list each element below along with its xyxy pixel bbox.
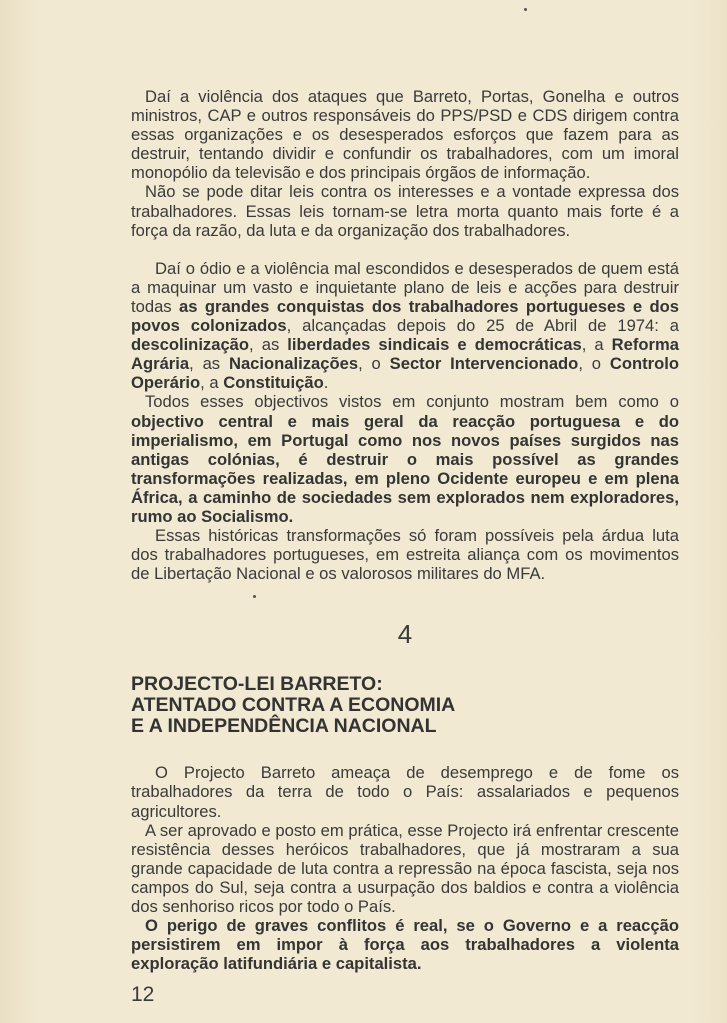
bold-run: e mais geral: [272, 411, 419, 431]
text-run: , a: [581, 335, 612, 355]
bold-run: Nacionalizações: [228, 354, 359, 374]
text-run: , o: [578, 354, 610, 374]
paragraph-resistance: A ser aprovado e posto em prática, esse Projecto irá enfrentar crescente resistência desses heróicos trabalhadores, que já mostraram a sua grande capacidade de luta contra a repressão na época fascista, seja nos campos do Sul, seja contra a usurpação dos baldios e contra a violência dos senhoriso ricos por todo o País.: [131, 820, 679, 916]
bold-run: as grandes conquistas dos trabalhadores portugueses e dos povos colonizados: [131, 296, 679, 336]
page-number: 12: [131, 983, 155, 1007]
text-run: , alcançadas depois do 25 de Abril de 1974: a: [286, 316, 679, 336]
text-run: Todos esses objectivos vistos em conjunto mostram bem como o: [145, 392, 679, 412]
bold-run: objectivo central: [131, 411, 273, 431]
page-body: [131, 87, 679, 1007]
text-run: , as: [189, 354, 229, 374]
bold-run: Reforma Agrária: [131, 335, 679, 374]
paragraph-historic-transformations: Essas históricas transformações só foram possíveis pela árdua luta dos trabalhadores portugueses, em estreita aliança com os movimentos de Libertação Nacional e os valorosos militares do MFA.: [131, 526, 679, 584]
chapter-number: 4: [397, 619, 413, 650]
bold-run: da reacção portuguesa e do imperialismo, em Portugal como nos novos países surgidos nas antigas colónias, é destruir o mais possível as grandes transformações realizadas, em pleno Ocidente europeu e em plena África, a caminho de sociedades sem explorados nem exploradores, rumo ao Socialismo.: [131, 411, 679, 526]
bold-run: Constituição: [223, 373, 324, 393]
paragraph-violence-attacks: Daí a violência dos ataques que Barreto, Portas, Gonelha e outros ministros, CAP e outros responsáveis do PPS/PSD e CDS dirigem contra essas organizações e os desesperados esforços que fazem para as destruir, tentando dividir e confundir os trabalhadores, com um imoral monopólio da televisão e dos principais órgãos de informação.: [131, 87, 679, 183]
section-title-line: E A INDEPENDÊNCIA NACIONAL: [131, 715, 437, 738]
section-title-line: PROJECTO-LEI BARRETO:: [131, 673, 383, 696]
bold-run: liberdades sindicais e democráticas: [287, 335, 582, 355]
bold-run: Sector Intervencionado: [389, 354, 579, 374]
paragraph-objectives: [131, 392, 679, 526]
paragraph-laws: Não se pode ditar leis contra os interesses e a vontade expressa dos trabalhadores. Essas leis tornam-se letra morta quanto mais forte é a força da razão, da luta e da organização dos trabalhadores.: [131, 182, 679, 240]
paper-speck: [253, 595, 256, 598]
section-title: [131, 674, 679, 737]
text-run: Daí o ódio e a violência mal escondidos e desesperados de quem está a maquinar um vasto e inquietante plano de leis e acções para destruir todas: [131, 258, 679, 316]
bold-run: O perigo de graves conflitos é real, se o Governo e a reacção persistirem em impor à força aos trabalhadores a violenta exploração latifundiária e capitalista.: [131, 916, 679, 974]
text-run: .: [323, 373, 329, 393]
paragraph-projecto-barreto: O Projecto Barreto ameaça de desemprego e de fome os trabalhadores da terra de todo o País: assalariados e pequenos agricultores.: [131, 763, 679, 821]
bold-run: Controlo Operário: [131, 354, 680, 393]
section-title-line: ATENTADO CONTRA A ECONOMIA: [131, 694, 456, 717]
bold-run: descolinização: [131, 335, 250, 355]
paragraph-danger: [131, 916, 679, 973]
paper-speck: [524, 8, 527, 11]
paragraph-hatred-plan: [131, 259, 679, 393]
text-run: , a: [200, 373, 224, 393]
text-run: , as: [249, 335, 288, 355]
text-run: , o: [358, 354, 390, 374]
